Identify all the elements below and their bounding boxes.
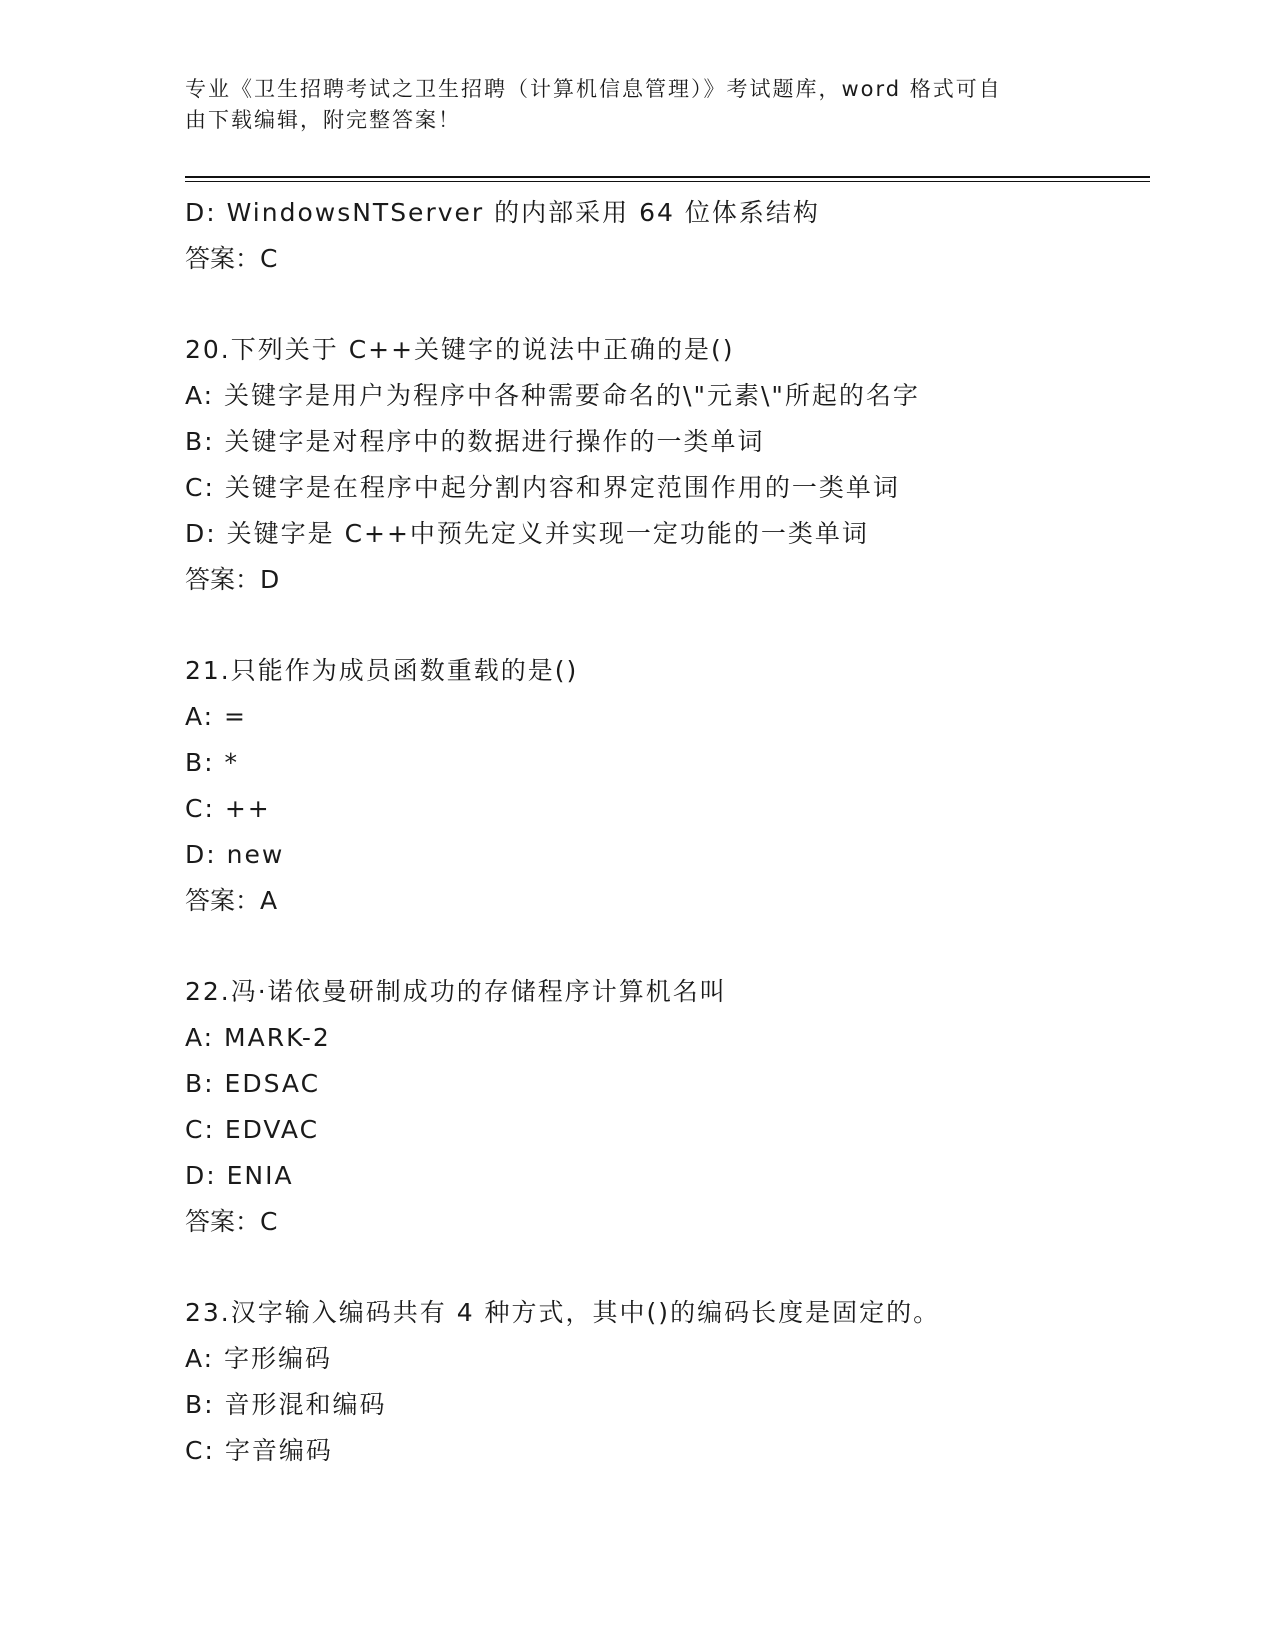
answer-line: 答案：C bbox=[185, 1207, 278, 1236]
option-b: B: EDSAC bbox=[185, 1069, 321, 1098]
spacer bbox=[185, 924, 1145, 969]
header-line-2: 由下载编辑，附完整答案！ bbox=[185, 108, 461, 132]
option-a: A: MARK-2 bbox=[185, 1023, 331, 1052]
option-d: D: ENIA bbox=[185, 1161, 294, 1190]
answer-line: 答案：A bbox=[185, 886, 278, 915]
option-c: C: EDVAC bbox=[185, 1115, 320, 1144]
option-a: A: = bbox=[185, 702, 247, 731]
option-c: C: ++ bbox=[185, 794, 271, 823]
spacer bbox=[185, 282, 1145, 327]
question-19-tail bbox=[185, 190, 1145, 282]
option-b: B: 音形混和编码 bbox=[185, 1390, 387, 1419]
option-d: D: new bbox=[185, 840, 285, 869]
option-c: C: 字音编码 bbox=[185, 1436, 333, 1465]
option-d: D: WindowsNTServer 的内部采用 64 位体系结构 bbox=[185, 198, 820, 227]
header-rule-thick bbox=[185, 176, 1150, 178]
document-header bbox=[185, 74, 1065, 136]
option-a: A: 字形编码 bbox=[185, 1344, 333, 1373]
answer-line: 答案：D bbox=[185, 565, 280, 594]
question-21 bbox=[185, 648, 1145, 924]
option-c: C: 关键字是在程序中起分割内容和界定范围作用的一类单词 bbox=[185, 473, 900, 502]
header-line-1: 专业《卫生招聘考试之卫生招聘（计算机信息管理）》考试题库，word 格式可自 bbox=[185, 77, 1002, 101]
option-b: B: 关键字是对程序中的数据进行操作的一类单词 bbox=[185, 427, 765, 456]
option-a: A: 关键字是用户为程序中各种需要命名的\"元素\"所起的名字 bbox=[185, 381, 920, 410]
question-20 bbox=[185, 327, 1145, 603]
option-b: B: * bbox=[185, 748, 240, 777]
answer-line: 答案：C bbox=[185, 244, 278, 273]
spacer bbox=[185, 1245, 1145, 1290]
question-stem: 21.只能作为成员函数重载的是() bbox=[185, 656, 579, 685]
question-23 bbox=[185, 1290, 1145, 1474]
spacer bbox=[185, 603, 1145, 648]
question-stem: 20.下列关于 C++关键字的说法中正确的是() bbox=[185, 335, 735, 364]
question-list bbox=[185, 190, 1145, 1474]
question-22 bbox=[185, 969, 1145, 1245]
question-stem: 22.冯·诺依曼研制成功的存储程序计算机名叫 bbox=[185, 977, 727, 1006]
option-d: D: 关键字是 C++中预先定义并实现一定功能的一类单词 bbox=[185, 519, 869, 548]
header-rule-thin bbox=[185, 181, 1150, 182]
question-stem: 23.汉字输入编码共有 4 种方式，其中()的编码长度是固定的。 bbox=[185, 1298, 941, 1327]
